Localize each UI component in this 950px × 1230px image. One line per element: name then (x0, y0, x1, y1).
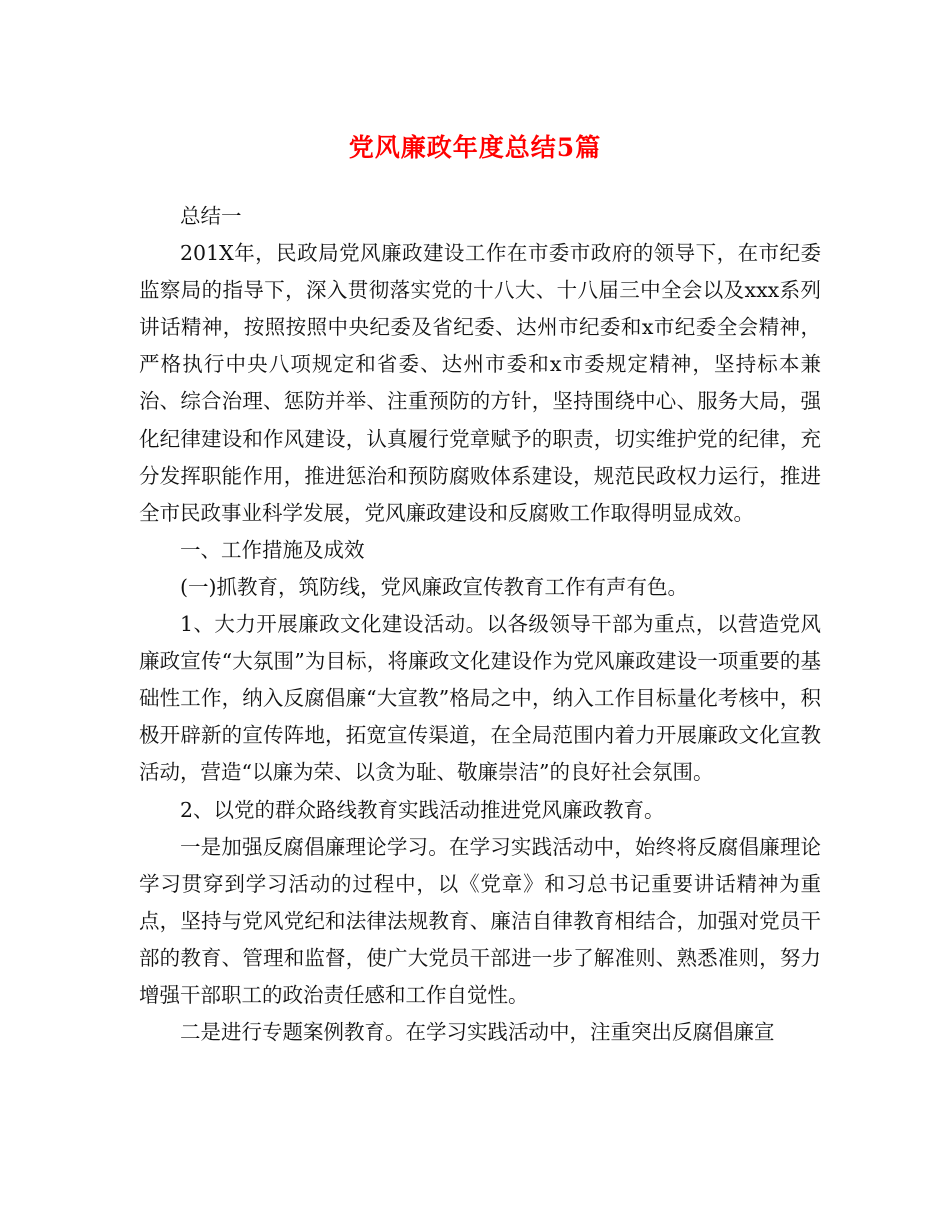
body-paragraph: 一是加强反腐倡廉理论学习。在学习实践活动中，始终将反腐倡廉理论学习贯穿到学习活动的过程中，以《党章》和习总书记重要讲话精神为重点，坚持与党风党纪和法律法规教育、廉洁自律教育相结合，加强对党员干部的教育、管理和监督，使广大党员干部进一步了解准则、熟悉准则，努力增强干部职工的政治责任感和工作自觉性。 (139, 834, 821, 1007)
body-paragraph: 201X年，民政局党风廉政建设工作在市委市政府的领导下，在市纪委监察局的指导下，深入贯彻落实党的十八大、十八届三中全会以及xxx系列讲话精神，按照按照中央纪委及省纪委、达州市纪委和x市纪委全会精神，严格执行中央八项规定和省委、达州市委和x市委规定精神，坚持标本兼治、综合治理、惩防并举、注重预防的方针，坚持围绕中心、服务大局，强化纪律建设和作风建设，认真履行党章赋予的职责，切实维护党的纪律，充分发挥职能作用，推进惩治和预防腐败体系建设，规范民政权力运行，推进全市民政事业科学发展，党风廉政建设和反腐败工作取得明显成效。 (139, 241, 821, 525)
section-heading: 总结一 (180, 204, 242, 228)
document-body (139, 198, 821, 1051)
section-heading: 一、工作措施及成效 (180, 537, 365, 562)
subsection-heading: (一)抓教育，筑防线，党风廉政宣传教育工作有声有色。 (180, 574, 688, 599)
document-title: 党风廉政年度总结5篇 (348, 133, 602, 162)
body-paragraph: 1、大力开展廉政文化建设活动。以各级领导干部为重点，以营造党风廉政宣传“大氛围”为目标，将廉政文化建设作为党风廉政建设一项重要的基础性工作，纳入反腐倡廉“大宣教”格局之中，纳入工作目标量化考核中，积极开辟新的宣传阵地，拓宽宣传渠道，在全局范围内着力开展廉政文化宣教活动，营造“以廉为荣、以贪为耻、敬廉崇洁”的良好社会氛围。 (139, 612, 821, 785)
body-paragraph: 二是进行专题案例教育。在学习实践活动中，注重突出反腐倡廉宣 (180, 1020, 775, 1045)
body-paragraph: 2、以党的群众路线教育实践活动推进党风廉政教育。 (180, 797, 665, 822)
